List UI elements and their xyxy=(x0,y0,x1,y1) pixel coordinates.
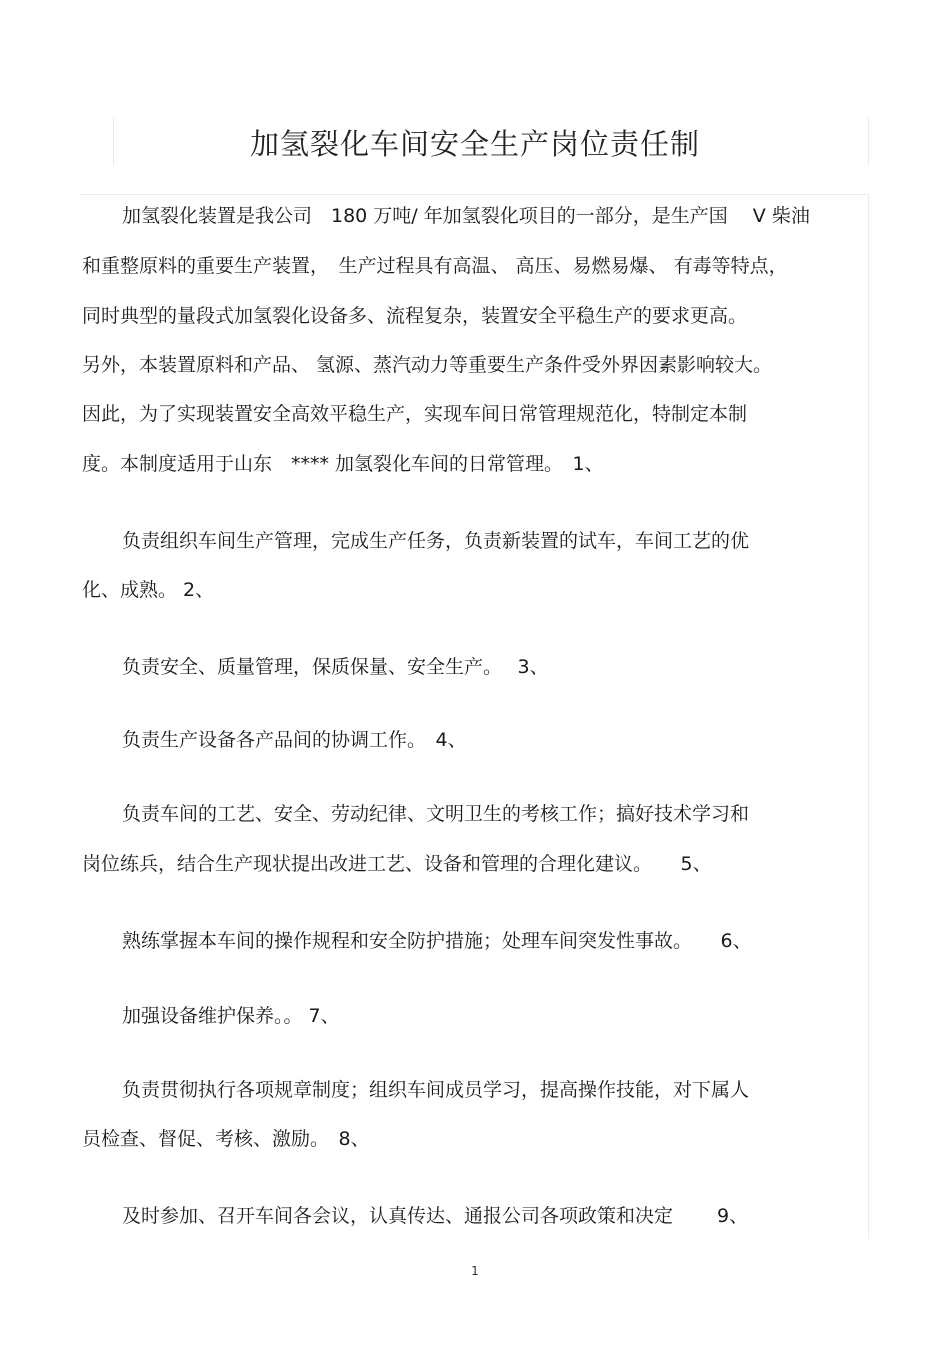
intro-line: 同时典型的量段式加氢裂化设备多、流程复杂，装置安全平稳生产的要求更高。 xyxy=(82,305,748,327)
body-top-rule xyxy=(80,194,870,195)
item-line: 熟练掌握本车间的操作规程和安全防护措施；处理车间突发性事故。 6、 xyxy=(122,930,752,952)
intro-line: 度。本制度适用于山东 **** 加氢裂化车间的日常管理。 1、 xyxy=(82,453,604,475)
item-line: 负责贯彻执行各项规章制度；组织车间成员学习，提高操作技能，对下属人 xyxy=(122,1079,750,1101)
item-line: 加强设备维护保养。。 7、 xyxy=(122,1005,340,1027)
item-line: 负责生产设备各产品间的协调工作。 4、 xyxy=(122,729,467,751)
body-right-rule xyxy=(868,194,869,1239)
intro-line: 因此，为了实现装置安全高效平稳生产，实现车间日常管理规范化，特制定本制 xyxy=(82,403,748,425)
item-line: 员检查、督促、考核、激励。 8、 xyxy=(82,1128,370,1150)
intro-line: 另外，本装置原料和产品、 氢源、蒸汽动力等重要生产条件受外界因素影响较大。 xyxy=(82,354,773,376)
item-line: 岗位练兵，结合生产现状提出改进工艺、设备和管理的合理化建议。 5、 xyxy=(82,853,712,875)
item-line: 负责组织车间生产管理，完成生产任务，负责新装置的试车，车间工艺的优 xyxy=(122,530,750,552)
item-line: 化、成熟。 2、 xyxy=(82,579,215,601)
item-line: 负责车间的工艺、安全、劳动纪律、文明卫生的考核工作；搞好技术学习和 xyxy=(122,803,750,825)
intro-line: 和重整原料的重要生产装置， 生产过程具有高温、 高压、易燃易爆、 有毒等特点， xyxy=(82,255,788,277)
item-line: 及时参加、召开车间各会议，认真传达、通报公司各项政策和决定 9、 xyxy=(122,1205,749,1227)
page-number: 1 xyxy=(471,1264,479,1278)
intro-line: 加氢裂化装置是我公司 180 万吨/ 年加氢裂化项目的一部分，是生产国 V 柴油 xyxy=(122,205,810,227)
page-title: 加氢裂化车间安全生产岗位责任制 xyxy=(249,127,700,161)
item-line: 负责安全、质量管理，保质保量、安全生产。 3、 xyxy=(122,656,549,678)
